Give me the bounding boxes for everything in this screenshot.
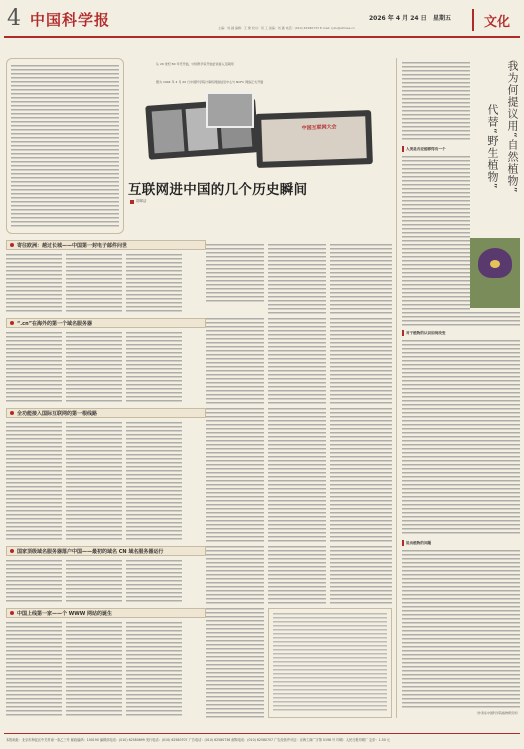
section-2-col-1 (6, 332, 62, 404)
section-5-col-3 (126, 622, 182, 718)
byline-author: 胡翠洁 (136, 199, 147, 203)
masthead (0, 0, 524, 40)
page-number: 4 (7, 6, 21, 31)
photo-frame (261, 116, 366, 162)
section-3-col-4 (206, 408, 264, 542)
section-head-1 (6, 240, 206, 250)
section-3-col-1 (6, 422, 62, 542)
feature-col-2 (402, 156, 470, 326)
sub-bar (402, 540, 404, 546)
lead-intro-note: 从 20 世纪 80 年代开始，中国科学家开始尝试接入互联网 (156, 62, 234, 66)
section-5-col-4 (206, 608, 264, 718)
section-bullet-icon (10, 321, 14, 325)
section-4-col-6 (330, 546, 392, 604)
section-4-col-5 (268, 546, 326, 604)
section-bullet-icon (10, 411, 14, 415)
section-1-col-2 (66, 254, 122, 314)
contact-line: 主编：刘 越 编辑：王 健 校对：何 工 美编：刘 潘 电话：(010) 62580733 E-mail: lyliu@stimes.cn (218, 26, 355, 30)
issue-date: 2026 年 4 月 24 日 (369, 15, 427, 22)
section-title-3: 全功能接入国际互联网的第一根线路 (17, 410, 98, 417)
sub-bar (402, 330, 404, 336)
feature-col-top (402, 62, 470, 142)
section-5-col-2 (66, 622, 122, 718)
sidebar-box (268, 608, 392, 718)
section-title-5: 中国上线第一家——个 WWW 网站的诞生 (17, 610, 113, 617)
section-head-4 (6, 546, 206, 556)
section-3-col-3 (126, 422, 182, 542)
section-label (472, 9, 520, 31)
section-2-col-6 (330, 318, 392, 404)
feature-col-4 (402, 550, 520, 708)
footer-text: 本报地址：北京市海淀区中关村南一条乙三号 邮政编码：100190 编辑部电话：(010) 62580699 发行电话：(010) 62580707 广告电话：(010) 62580736 邮购电话：(010) 62580707 广告经营许可证：京海工商广字第 0198 号 印刷：人民日报印刷厂 定价：1.50 元 (6, 738, 390, 742)
feature-col-3 (402, 340, 520, 536)
section-1-col-6 (330, 244, 392, 314)
issue-weekday: 星期五 (433, 15, 452, 22)
feature-author: （作者系中国科学院植物研究所） (474, 711, 520, 715)
feature-title (472, 60, 520, 240)
byline-marker (130, 200, 134, 204)
photo-frame (152, 109, 185, 153)
lead-photo-main (206, 92, 254, 128)
feature-title-line-2: 代替“野生植物” (486, 104, 499, 190)
section-title-1: 寄往欧洲：越过长城——中国第一封电子邮件问世 (17, 242, 128, 249)
sub-bar (402, 146, 404, 152)
section-title-2: “.cn”在海外的第一个域名服务器 (17, 320, 92, 327)
flower-photo (470, 238, 520, 308)
article-title: 互联网进中国的几个历史瞬间 (128, 182, 308, 198)
feature-sub-2 (402, 330, 520, 336)
section-1-col-3 (126, 254, 182, 314)
section-2-col-3 (126, 332, 182, 404)
section-1-col-4 (206, 244, 264, 302)
section-1-col-1 (6, 254, 62, 314)
section-1-col-5 (268, 244, 326, 314)
photo-banner-text: 中国互联网大会 (301, 124, 337, 132)
logo: 中国科学报 (30, 11, 111, 29)
section-head-3 (6, 408, 206, 418)
feature-subtitle-1: 人类是否应能够得有一个 (406, 146, 446, 151)
section-5-col-1 (6, 622, 62, 718)
section-head-5 (6, 608, 206, 618)
section-2-col-2 (66, 332, 122, 404)
column-divider (396, 58, 397, 718)
footer-rule (4, 733, 520, 734)
section-bullet-icon (10, 549, 14, 553)
feature-col-2b (470, 312, 520, 326)
flower-center (490, 260, 500, 268)
section-4-col-2 (66, 560, 122, 604)
lead-caption: 图为 1994 年 4 月 20 日中国科学院计算机网络信息中心与 NCFC 网络正式开通 (156, 80, 264, 84)
section-bullet-icon (10, 243, 14, 247)
section-3-col-5 (268, 408, 326, 542)
lead-intro-box (6, 58, 124, 234)
feature-subtitle-3: 说出植物的问题 (406, 540, 432, 545)
film-strip-right (255, 110, 373, 168)
section-2-col-4 (206, 318, 264, 404)
section-3-col-6 (330, 408, 392, 542)
section-title-4: 国家顶级域名服务器落户中国——最初的域名 CN 域名服务器运行 (17, 548, 164, 555)
section-2-col-5 (268, 318, 326, 404)
section-label-text: 文化 (483, 14, 510, 30)
section-head-2 (6, 318, 206, 328)
section-4-col-4 (206, 546, 264, 604)
feature-title-line-1: 我为何提议用“自然植物” (506, 60, 519, 194)
section-4-col-1 (6, 560, 62, 604)
feature-sub-1 (402, 146, 470, 152)
section-3-col-2 (66, 422, 122, 542)
section-bullet-icon (10, 611, 14, 615)
masthead-rule (4, 36, 520, 38)
feature-sub-3 (402, 540, 520, 546)
byline (130, 199, 147, 204)
feature-subtitle-2: 对于植物的认识如何改变 (406, 330, 446, 335)
section-4-col-3 (126, 560, 182, 604)
